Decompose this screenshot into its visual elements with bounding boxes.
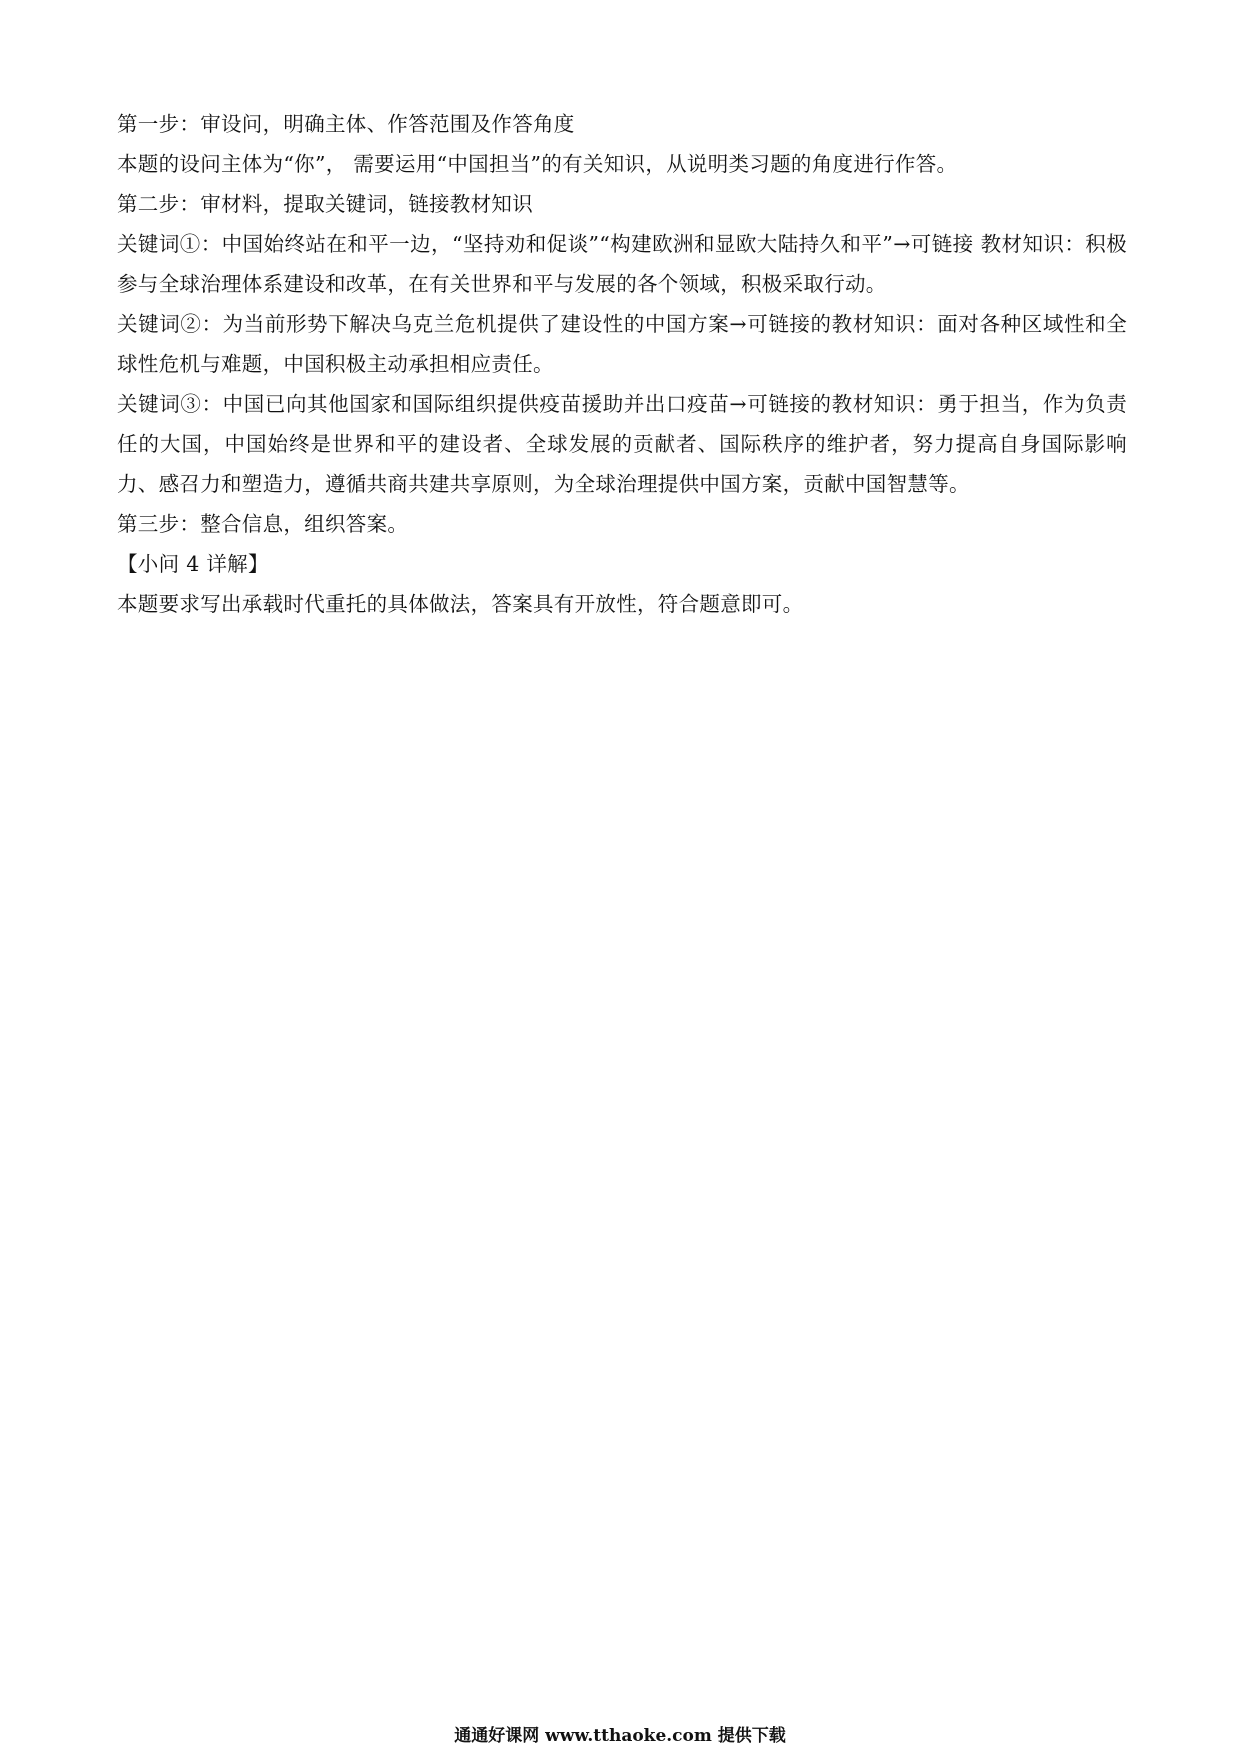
- sub-question-4-heading: 【小问 4 详解】: [117, 552, 269, 576]
- document-body: [117, 104, 1127, 624]
- sub-question-4-answer: 本题要求写出承载时代重托的具体做法，答案具有开放性，符合题意即可。: [117, 592, 804, 616]
- keyword-one-paragraph: 关键词①：中国始终站在和平一边，“坚持劝和促谈”“构建欧洲和显欧大陆持久和平”→可链接 教材知识：积极参与全球治理体系建设和改革，在有关世界和平与发展的各个领域，积极采取行动。: [117, 232, 1127, 296]
- step-three-heading: 第三步：整合信息，组织答案。: [117, 512, 409, 536]
- step-two-heading: 第二步：审材料，提取关键词，链接教材知识: [117, 192, 533, 216]
- step-one-heading: 第一步：审设问，明确主体、作答范围及作答角度: [117, 112, 575, 136]
- keyword-three-paragraph: 关键词③：中国已向其他国家和国际组织提供疫苗援助并出口疫苗→可链接的教材知识：勇于担当，作为负责任的大国，中国始终是世界和平的建设者、全球发展的贡献者、国际秩序的维护者，努力提高自身国际影响力、感召力和塑造力，遵循共商共建共享原则，为全球治理提供中国方案，贡献中国智慧等。: [117, 392, 1127, 496]
- page-footer: 通通好课网 www.tthaoke.com 提供下载: [454, 1726, 786, 1746]
- question-subject-paragraph: 本题的设问主体为“你”， 需要运用“中国担当”的有关知识，从说明类习题的角度进行作答。: [117, 152, 958, 176]
- keyword-two-paragraph: 关键词②：为当前形势下解决乌克兰危机提供了建设性的中国方案→可链接的教材知识：面对各种区域性和全球性危机与难题，中国积极主动承担相应责任。: [117, 312, 1127, 376]
